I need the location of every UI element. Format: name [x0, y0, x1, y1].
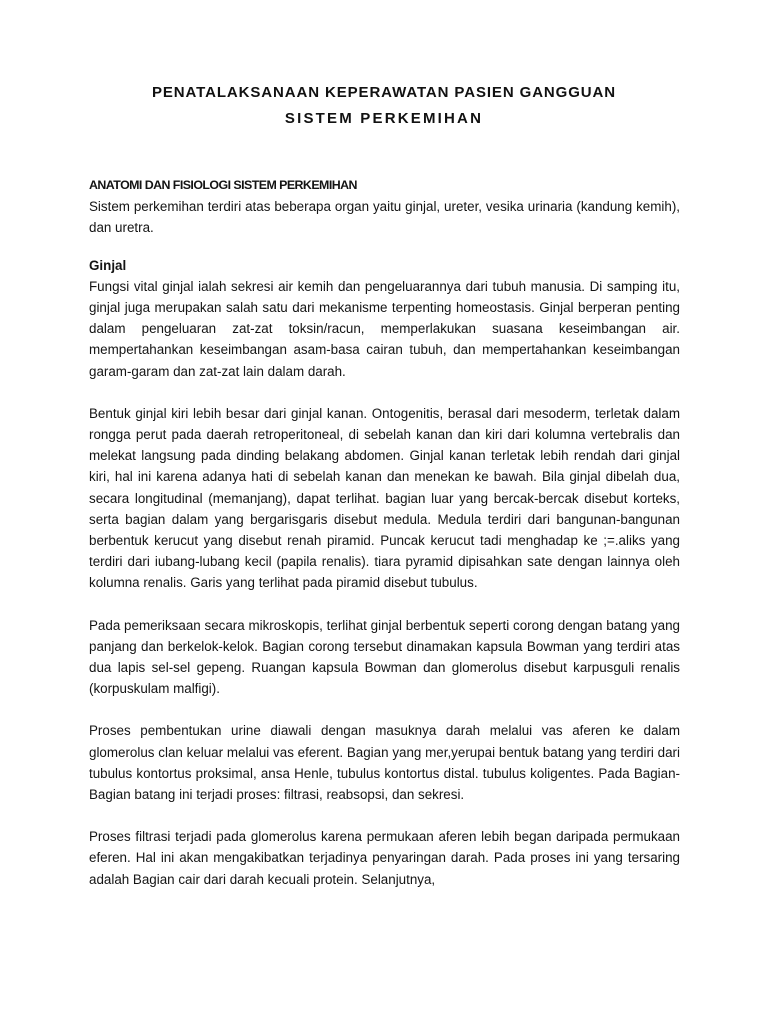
section-heading: ANATOMI DAN FISIOLOGI SISTEM PERKEMIHAN [89, 178, 357, 192]
spacer [89, 382, 680, 403]
spacer [89, 594, 680, 615]
intro-paragraph: Sistem perkemihan terdiri atas beberapa organ yaitu ginjal, ureter, vesika urinaria (kandung kemih), dan uretra. [89, 199, 680, 236]
document-body [89, 175, 680, 890]
paragraph: Fungsi vital ginjal ialah sekresi air kemih dan pengeluarannya dari tubuh manusia. Di samping itu, ginjal juga merupakan salah satu dari mekanisme terpenting homeostasis. Ginjal berperan penting dalam pengeluaran zat-zat toksin/racun, memperlakukan suasana keseimbangan air. mempertahankan keseimbangan asam-basa cairan tubuh, dan mempertahankan keseimbangan garam-garam dan zat-zat lain dalam darah. [89, 278, 680, 379]
paragraph: Proses pembentukan urine diawali dengan masuknya darah melalui vas aferen ke dalam glomerolus clan keluar melalui vas eferent. Bagian yang mer,yerupai bentuk batang yang terdiri dari tubulus kontortus proksimal, ansa Henle, tubulus kontortus distal. tubulus koligentes. Pada Bagian-Bagian batang ini terjadi proses: filtrasi, reabsopsi, dan sekresi. [89, 723, 680, 803]
document-title-line-1: PENATALAKSANAAN KEPERAWATAN PASIEN GANGGUAN [152, 84, 616, 101]
spacer [89, 699, 680, 720]
document-title-line-2: SISTEM PERKEMIHAN [284, 110, 484, 127]
paragraph: Bentuk ginjal kiri lebih besar dari ginjal kanan. Ontogenitis, berasal dari mesoderm, terletak dalam rongga perut pada daerah retroperitoneal, di sebelah kanan dan kiri dari kolumna vertebralis dan melekat langsung pada dinding belakang abdomen. Ginjal kanan terletak lebih rendah dari ginjal kiri, hal ini karena adanya hati di sebelah kanan dan menekan ke bawah. Bila ginjal dibelah dua, secara longitudinal (memanjang), dapat terlihat. bagian luar yang bercak-bercak disebut korteks, serta bagian dalam yang bergarisgaris disebut medula. Medula terdiri dari bangunan-bangunan berbentuk kerucut yang disebut renah piramid. Puncak kerucut tadi menghadap ke ;=.aliks yang terdiri dari iubang-lubang kecil (papila renalis). tiara pyramid dipisahkan sate dengan lainnya oleh kolumna renalis. Garis yang terlihat pada piramid disebut tubulus. [89, 405, 680, 591]
spacer [89, 805, 680, 826]
paragraph: Proses filtrasi terjadi pada glomerolus karena permukaan aferen lebih began daripada permukaan eferen. Hal ini akan mengakibatkan terjadinya penyaringan darah. Pada proses ini yang tersaring adalah Bagian cair dari darah kecuali protein. Selanjutnya, [89, 829, 680, 887]
paragraph: Pada pemeriksaan secara mikroskopis, terlihat ginjal berbentuk seperti corong dengan batang yang panjang dan berkelok-kelok. Bagian corong tersebut dinamakan kapsula Bowman yang terdiri atas dua lapis sel-sel gepeng. Ruangan kapsula Bowman dan glomerolus disebut karpusguli renalis (korpuskulam malfigi). [89, 617, 680, 697]
subheading-ginjal: Ginjal [89, 257, 127, 273]
spacer [89, 239, 680, 255]
